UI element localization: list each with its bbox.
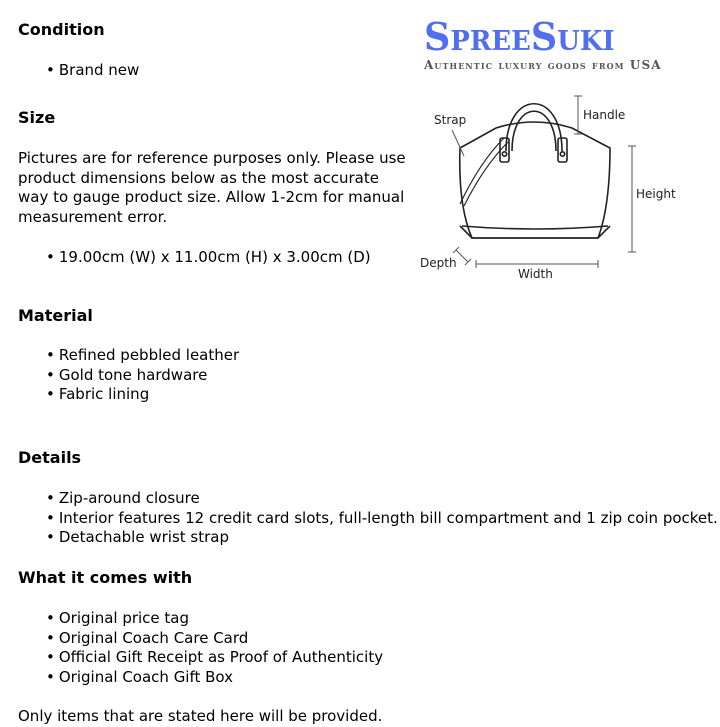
- list-item: • Brand new: [46, 61, 139, 81]
- diagram-label-strap: Strap: [434, 113, 467, 127]
- diagram-label-height: Height: [636, 187, 676, 201]
- condition-heading: Condition: [18, 20, 105, 39]
- details-heading: Details: [18, 448, 82, 467]
- condition-list: [46, 61, 139, 81]
- list-item: • Original price tag: [46, 609, 383, 629]
- bag-dimension-diagram: [410, 86, 710, 286]
- list-item: • Refined pebbled leather: [46, 346, 239, 366]
- list-item: • Zip-around closure: [46, 489, 718, 509]
- diagram-label-width: Width: [518, 267, 553, 281]
- size-note: Pictures are for reference purposes only. Please use product dimensions below as the most accurate way to gauge product size. Allow 1-2cm for manual measurement error.: [18, 149, 406, 226]
- size-list: [46, 248, 371, 268]
- comes-with-list: [46, 609, 383, 687]
- material-heading: Material: [18, 306, 93, 325]
- list-item: • Original Coach Care Card: [46, 629, 383, 649]
- list-item: • Original Coach Gift Box: [46, 668, 383, 688]
- comes-with-heading: What it comes with: [18, 568, 193, 587]
- size-heading: Size: [18, 108, 56, 127]
- list-item: • Fabric lining: [46, 385, 239, 405]
- diagram-label-depth: Depth: [420, 256, 457, 270]
- brand-name: SpreeSuki: [424, 14, 615, 59]
- list-item: • Gold tone hardware: [46, 366, 239, 386]
- details-list: [46, 489, 718, 548]
- list-item: • Official Gift Receipt as Proof of Authenticity: [46, 648, 383, 668]
- footer-note: Only items that are stated here will be provided.: [18, 707, 383, 725]
- diagram-label-handle: Handle: [583, 108, 626, 122]
- list-item: • 19.00cm (W) x 11.00cm (H) x 3.00cm (D): [46, 248, 371, 268]
- brand-tagline: Authentic luxury goods from USA: [424, 58, 662, 72]
- brand-logo: [424, 14, 716, 72]
- list-item: • Detachable wrist strap: [46, 528, 718, 548]
- material-list: [46, 346, 239, 405]
- list-item: • Interior features 12 credit card slots, full-length bill compartment and 1 zip coin pocket.: [46, 509, 718, 529]
